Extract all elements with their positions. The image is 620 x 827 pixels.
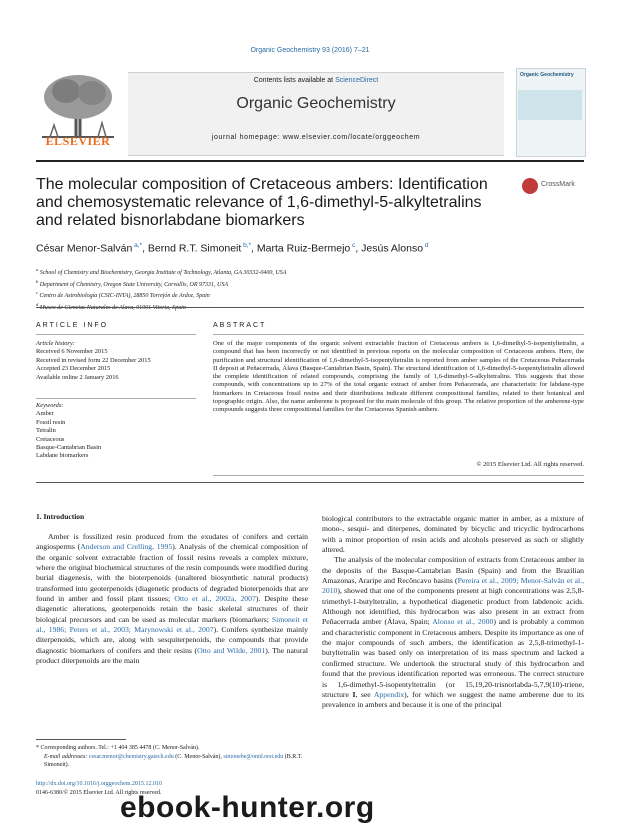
- sciencedirect-link[interactable]: ScienceDirect: [335, 77, 379, 84]
- history-item: Available online 2 January 2016: [36, 373, 119, 381]
- journal-homepage: [128, 134, 504, 141]
- journal-header-box: [128, 72, 504, 156]
- affiliation-marker: b: [36, 278, 39, 284]
- citation-link[interactable]: Simoneit et al., 1986; Peters et al., 2003; Marynowski et al., 2007: [36, 614, 308, 635]
- keyword-item: Basque-Cantabrian Basin: [36, 444, 102, 452]
- crossmark-label[interactable]: CrossMark: [541, 181, 575, 188]
- watermark-text: ebook-hunter.org: [120, 791, 375, 824]
- affiliation: [36, 278, 584, 290]
- body-text: ) and is probably a common and characteristic component in Cretaceous ambers. Despite its importance as one of the major compounds of such ambers, the identification as 2,5,8-trimethyl-1-butyltetralin was based only on interpretation of its mass spectrum and lacked a confirmed structure. We undertook the structural study of this hydrocarbon and found that the previous identification reported was erroneous. The correct structure is 1,6-dimethyl-5-isopentyltetralin (or 15,19,20-trisnorlabda-5,7,9(10)-triene, structure: [322, 617, 584, 699]
- body-column-left: [36, 532, 308, 666]
- author-name[interactable]: Jesús Alonso: [361, 242, 424, 255]
- keyword-item: Tetralin: [36, 427, 56, 435]
- contents-prefix: Contents lists available at: [253, 77, 336, 84]
- citation-link[interactable]: Anderson and Crelling, 1995: [80, 542, 173, 552]
- citation-link[interactable]: Alonso et al., 2000: [432, 617, 494, 627]
- article-info-heading: ARTICLE INFO: [36, 322, 109, 329]
- abstract-heading: ABSTRACT: [213, 322, 267, 329]
- footnote-rule: [36, 739, 126, 740]
- body-text: ), showed that one of the components present at high concentrations was 2,5,8-trimethyl-1-butyltetralin, a hypothetical diagenetic product from labdenoic acids. Although not identified, this hydrocarbon was also present in an extract from Peñacerrada amber (Álava, Spain;: [322, 586, 584, 627]
- cover-title: Organic Geochemistry: [520, 72, 574, 78]
- keywords-label: Keywords:: [36, 402, 64, 409]
- article-title: The molecular composition of Cretaceous ambers: Identification and chemosystematic relevance of 1,6-dimethyl-5-alkyltetralins and related bisnorlabdane biomarkers: [36, 176, 488, 229]
- keyword-item: Amber: [36, 410, 54, 418]
- author-name[interactable]: Marta Ruiz-Bermejo: [256, 242, 351, 255]
- email-link[interactable]: simonebe@onid.orst.edu: [223, 753, 284, 760]
- journal-reference-link[interactable]: Organic Geochemistry 93 (2016) 7–21: [250, 47, 370, 54]
- affiliation-marker: d: [36, 301, 39, 307]
- homepage-url-link[interactable]: www.elsevier.com/locate/orggeochem: [282, 134, 421, 141]
- title-divider: [36, 307, 584, 308]
- history-item: Received in revised form 22 December 2015: [36, 356, 151, 364]
- doi-link[interactable]: http://dx.doi.org/10.1016/j.orggeochem.2015.12.010: [36, 781, 162, 787]
- body-text: , see: [355, 689, 374, 699]
- body-text: ), for which we suggest the name amberene due to its prevalence in ambers and because it is one of the principal: [322, 689, 584, 710]
- journal-name: Organic Geochemistry: [236, 95, 396, 112]
- keyword-item: Fossil resin: [36, 418, 66, 426]
- affiliation-marker: c: [36, 290, 38, 296]
- front-matter-divider: [36, 482, 584, 483]
- keyword-item: Cretaceous: [36, 435, 65, 443]
- affiliation: [36, 289, 584, 301]
- abstract-copyright: © 2015 Elsevier Ltd. All rights reserved.: [476, 461, 584, 468]
- introduction-heading: 1. Introduction: [36, 512, 85, 521]
- author-name[interactable]: César Menor-Salván: [36, 242, 133, 255]
- header-divider: [36, 160, 584, 162]
- author-list: [36, 242, 584, 255]
- email-link[interactable]: cesar.menor@chemistry.gatech.edu: [88, 753, 174, 760]
- article-info-rule: [36, 334, 196, 335]
- affiliation-text: Centro de Astrobiología (CSIC-INTA), 28850 Torrejón de Ardoz, Spain: [38, 293, 210, 300]
- history-item: Accepted 23 December 2015: [36, 365, 111, 373]
- contents-line: [128, 77, 504, 84]
- body-text: The analysis of the molecular composition of extracts from Cretaceous amber in the deposits of the Basque-Cantabrian Basin (Spain) and from the Brazilian Amazonas, Araripe and Recôncavo basins (: [322, 555, 584, 586]
- crossmark-icon[interactable]: [522, 178, 538, 194]
- citation-link[interactable]: Otto and Wilde, 2001: [197, 645, 266, 655]
- affiliation-marker: a: [36, 267, 39, 272]
- citation-link[interactable]: Pereira et al., 2009; Menor-Salván et al., 2010: [322, 576, 585, 596]
- history-item: Received 6 November 2015: [36, 348, 108, 356]
- affiliation-list: [36, 266, 584, 312]
- affiliation: [36, 266, 584, 278]
- body-text: ). The natural product diterpenoids are the main: [36, 645, 309, 666]
- body-column-right: [322, 514, 584, 711]
- abstract-text: One of the major components of the organic solvent extractable fraction of Cretaceous ambers is 1,6-dimethyl-5-isopentyltetralin, a compound that has been incorrectly or not identified in previous reports on the molecular composition of Cretaceous ambers. Here, the purification and structural identification of 1,6-dimethyl-5-isopentyltetralin is reported from amber samples of the Cretaceous Peñacerrada II deposit at Peñacerrada, Álava (Basque-Cantabrian Basin, Spain). The structural identification of 1,6-dimethyl-5-isopentyltetralin allowed the complete identification of related compounds, comprising the family of 1,6-dimethyl-5-alkyltetralins. This suggests that those compounds, with concentrations up to 27% of the total organic extract of amber from Peñacerrada, are characteristic for labdane-type biomarkers in Cretaceous fossil resins and their distributions indicate different compositional families, related to their botanical and topographic origin. Also, the name amberene is proposed for the main molecule of this group. The relative proportion of the amberene-type compounds suggests three compositional families for the Cretaceous Spanish ambers.: [213, 340, 584, 414]
- author-affiliation-marker[interactable]: c: [350, 242, 356, 249]
- footnotes: [36, 744, 308, 770]
- citation-link[interactable]: Appendix: [373, 689, 405, 699]
- keyword-item: Labdane biomarkers: [36, 452, 89, 460]
- email-owner: (B.R.T. Simoneit).: [44, 753, 303, 768]
- body-text: biological contributors to the extractable organic matter in amber, as a mixture of mono-, sesqui- and diterpenes, dominated by bicyclic and tricyclic hydrocarbons with a minor proportion of resin acids and alcohols preserved as such or slightly altered.: [322, 514, 584, 555]
- abstract-rule: [213, 334, 584, 335]
- author-separator: ,: [251, 242, 257, 255]
- affiliation-text: School of Chemistry and Biochemistry, Georgia Institute of Technology, Atlanta, GA 30332-0400, USA: [38, 270, 287, 276]
- body-text: Amber is fossilized resin produced from the exudates of conifers and certain angiosperms (: [36, 532, 308, 552]
- homepage-prefix: journal homepage:: [211, 134, 283, 141]
- body-text: ). Analysis of the chemical composition of the organic solvent extractable fraction of fossil resins reveals a complex mixture, where the original biochemical structures of the resin compounds were modified during burial diagenesis, with the bioterpenoids (unaltered biosynthetic natural products) transformed into geoterpenoids (diagenetic products of degraded bioterpenoids that are found in amber and fossil plant tissues;: [36, 542, 309, 604]
- article-history: [36, 340, 206, 382]
- affiliation-text: Department of Chemistry, Oregon State University, Corvallis, OR 97331, USA: [38, 281, 229, 288]
- structure-label: I: [352, 689, 356, 699]
- email-note: [36, 753, 308, 770]
- author-affiliation-marker[interactable]: a,*: [132, 242, 143, 249]
- issn-line: 0146-6380/© 2015 Elsevier Ltd. All rights reserved.: [36, 790, 162, 796]
- citation-link[interactable]: Otto et al., 2002a, 2007: [174, 594, 256, 604]
- author-separator: ,: [355, 242, 362, 255]
- keyword-items: [36, 410, 206, 460]
- abstract-bottom-rule: [213, 475, 584, 476]
- author-affiliation-marker[interactable]: d: [423, 242, 429, 249]
- corresponding-author-note: * Corresponding authors. Tel.: +1 404 385 4478 (C. Menor-Salván).: [36, 745, 200, 751]
- body-text: ). Conifers synthesize mainly diterpenoids, which are, along with sesquiterpenoids, the compounds that provide diagnostic biomarkers of conifers and their resins (: [36, 625, 308, 655]
- author-affiliation-marker[interactable]: b,*: [241, 242, 252, 249]
- email-label: E-mail addresses:: [44, 753, 89, 760]
- cover-image-band: [518, 90, 582, 120]
- paragraph: [36, 532, 308, 666]
- email-owner: (C. Menor-Salván),: [173, 753, 224, 760]
- paragraph: [322, 514, 584, 555]
- history-items: [36, 348, 206, 382]
- body-text: ). Despite these diagenetic alterations, geoterpenoids retain the basic skeletal structures of their biological precursors and can be used as molecular markers (biomarkers;: [36, 594, 308, 624]
- paragraph: [322, 555, 584, 710]
- elsevier-wordmark: ELSEVIER: [45, 134, 111, 148]
- history-label: Article history:: [36, 340, 75, 347]
- keywords-block: [36, 402, 206, 461]
- author-name[interactable]: Bernd R.T. Simoneit: [147, 242, 242, 255]
- author-separator: ,: [142, 242, 148, 255]
- keywords-rule: [36, 398, 196, 399]
